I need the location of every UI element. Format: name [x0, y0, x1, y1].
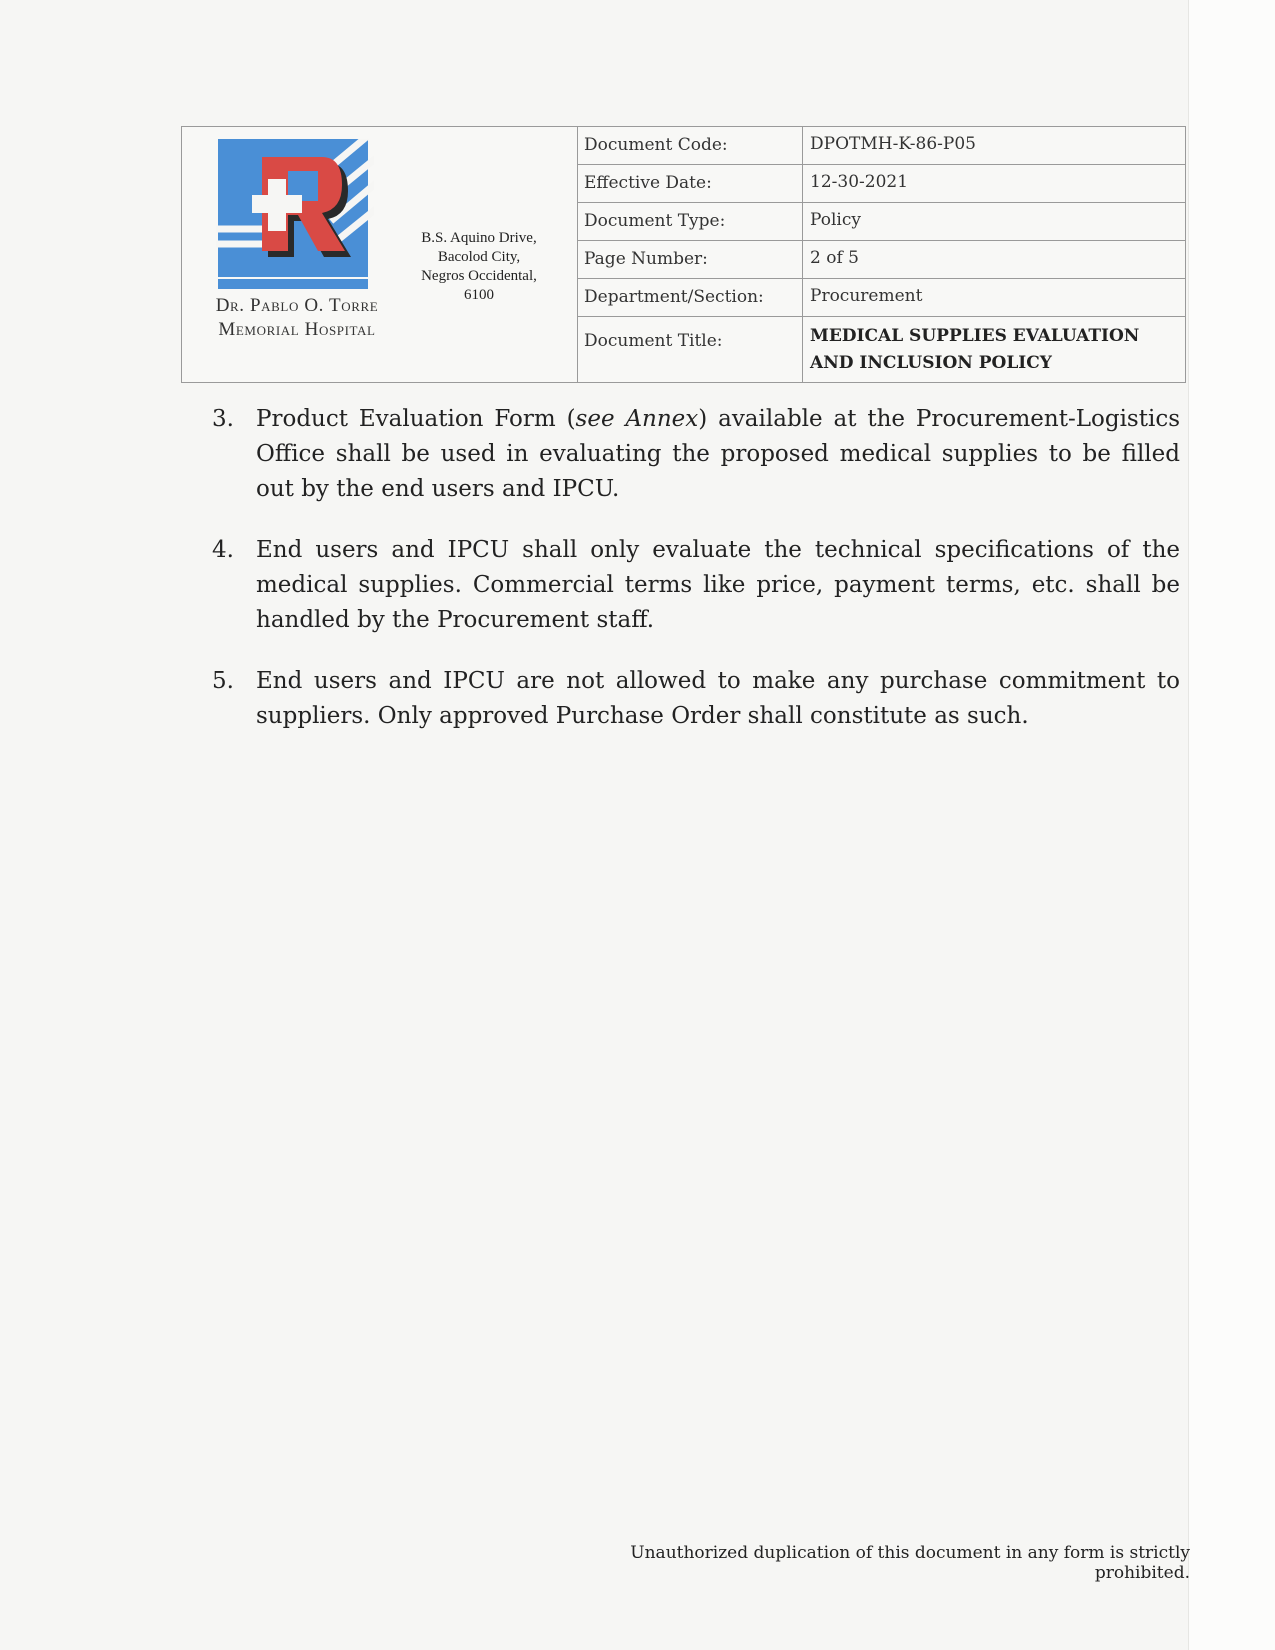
meta-label: Document Code: — [578, 127, 803, 164]
document-title-line1: MEDICAL SUPPLIES EVALUATION — [810, 326, 1140, 346]
address-line: B.S. Aquino Drive, — [421, 230, 537, 246]
item-number: 5. — [212, 668, 234, 694]
page-edge — [1188, 0, 1275, 1650]
meta-row-page — [578, 241, 1185, 279]
item-text-italic: see Annex — [575, 406, 699, 432]
item-text-part: ) available at the Procurement-Logistics Office shall be used in evaluating the proposed medical supplies to be filled out by the end users and IPCU. — [256, 406, 1181, 502]
footer-notice: Unauthorized duplication of this document in any form is strictly prohibited. — [630, 1543, 1190, 1583]
hospital-name — [192, 294, 402, 342]
meta-value: DPOTMH-K-86-P05 — [810, 134, 976, 154]
document-meta — [578, 127, 1185, 382]
meta-label: Document Type: — [578, 203, 803, 240]
meta-row-type — [578, 203, 1185, 241]
list-item — [212, 402, 1180, 507]
meta-label: Effective Date: — [578, 165, 803, 202]
address-line: 6100 — [464, 287, 494, 303]
hospital-name-line1: Dr. Pablo O. Torre — [215, 295, 379, 316]
hospital-name-line2: Memorial Hospital — [218, 319, 376, 340]
item-text: End users and IPCU are not allowed to make any purchase commitment to suppliers. Only approved Purchase Order shall constitute as such. — [256, 668, 1180, 729]
document-title — [803, 317, 1185, 382]
meta-value: Policy — [810, 210, 861, 230]
hospital-address — [404, 229, 554, 305]
meta-row-department — [578, 279, 1185, 317]
meta-value: 12-30-2021 — [810, 172, 909, 192]
meta-label: Department/Section: — [578, 279, 803, 316]
meta-label: Document Title: — [578, 317, 803, 382]
item-text: End users and IPCU shall only evaluate the technical specifications of the medical supplies. Commercial terms like price, payment terms, etc. shall be handled by the Procurement staff. — [256, 537, 1180, 633]
item-text — [256, 402, 1180, 507]
item-number: 3. — [212, 406, 234, 432]
list-item — [212, 533, 1180, 638]
meta-row-code — [578, 127, 1185, 165]
document-header — [181, 126, 1186, 383]
policy-items — [212, 402, 1180, 760]
list-item — [212, 664, 1180, 734]
hospital-brand — [182, 127, 578, 382]
meta-row-date — [578, 165, 1185, 203]
meta-row-title — [578, 317, 1185, 382]
address-line: Bacolod City, — [437, 249, 521, 265]
document-title-line2: AND INCLUSION POLICY — [810, 353, 1052, 373]
item-number: 4. — [212, 537, 234, 563]
meta-label: Page Number: — [578, 241, 803, 278]
address-line: Negros Occidental, — [421, 268, 537, 284]
hospital-logo-icon — [216, 139, 374, 291]
meta-value: Procurement — [810, 286, 923, 306]
item-text-part: Product Evaluation Form ( — [256, 406, 576, 432]
meta-value: 2 of 5 — [810, 248, 859, 268]
